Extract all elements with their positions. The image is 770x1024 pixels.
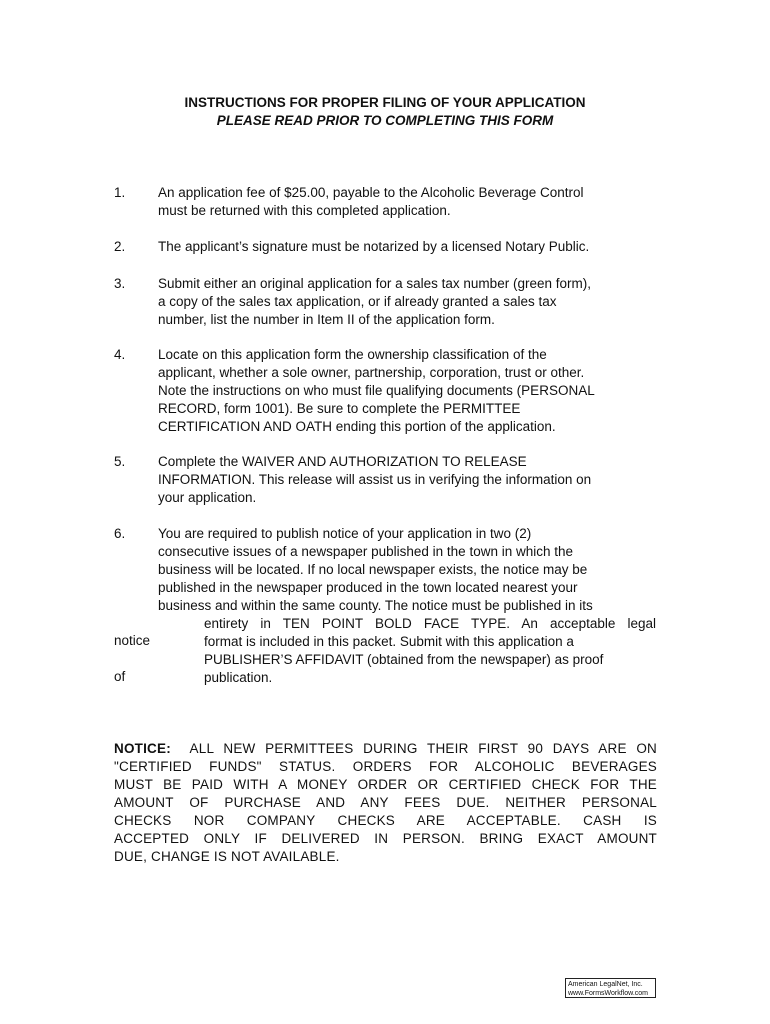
side-word-of: of: [114, 669, 126, 684]
item-line: entirety in TEN POINT BOLD FACE TYPE. An acceptable legal: [204, 616, 656, 631]
item-line: An application fee of $25.00, payable to the Alcoholic Beverage Control: [158, 185, 584, 200]
item-line: Note the instructions on who must file qualifying documents (PERSONAL: [158, 383, 595, 398]
item-line: Locate on this application form the ownership classification of the: [158, 347, 547, 362]
notice-line: ACCEPTED ONLY IF DELIVERED IN PERSON. BRING EXACT AMOUNT: [114, 831, 657, 846]
item-number: 2.: [114, 239, 126, 254]
item-line: your application.: [158, 490, 257, 505]
item-line: CERTIFICATION AND OATH ending this portion of the application.: [158, 419, 556, 434]
item-line: RECORD, form 1001). Be sure to complete the PERMITTEE: [158, 401, 521, 416]
item-line: business will be located. If no local newspaper exists, the notice may be: [158, 562, 588, 577]
item-line: The applicant’s signature must be notarized by a licensed Notary Public.: [158, 239, 590, 254]
item-line: Submit either an original application for a sales tax number (green form),: [158, 276, 591, 291]
footer-line: www.FormsWorkflow.com: [568, 990, 648, 997]
item-number: 6.: [114, 526, 126, 541]
notice-line: DUE, CHANGE IS NOT AVAILABLE.: [114, 849, 340, 864]
notice-line: AMOUNT OF PURCHASE AND ANY FEES DUE. NEITHER PERSONAL: [114, 795, 657, 810]
page-subtitle: PLEASE READ PRIOR TO COMPLETING THIS FORM: [216, 113, 554, 128]
footer-credit: [565, 978, 656, 998]
item-line: a copy of the sales tax application, or if already granted a sales tax: [158, 294, 557, 309]
item-line: You are required to publish notice of your application in two (2): [158, 526, 532, 541]
item-line: must be returned with this completed application.: [158, 203, 451, 218]
item-number: 1.: [114, 185, 126, 200]
notice-line: CHECKS NOR COMPANY CHECKS ARE ACCEPTABLE. CASH IS: [114, 813, 657, 828]
item-number: 3.: [114, 276, 126, 291]
notice-line: "CERTIFIED FUNDS" STATUS. ORDERS FOR ALCOHOLIC BEVERAGES: [114, 759, 657, 774]
item-line: INFORMATION. This release will assist us in verifying the information on: [158, 472, 592, 487]
notice-block: [114, 740, 657, 866]
side-word-notice: notice: [114, 633, 151, 648]
item-line: Complete the WAIVER AND AUTHORIZATION TO RELEASE: [158, 454, 527, 469]
item-line: publication.: [204, 670, 273, 685]
page-title: INSTRUCTIONS FOR PROPER FILING OF YOUR APPLICATION: [184, 95, 586, 110]
item-line: PUBLISHER’S AFFIDAVIT (obtained from the newspaper) as proof: [204, 652, 604, 667]
item-number: 4.: [114, 347, 126, 362]
item-line: consecutive issues of a newspaper published in the town in which the: [158, 544, 573, 559]
item-line: published in the newspaper produced in the town located nearest your: [158, 580, 578, 595]
item-line: applicant, whether a sole owner, partnership, corporation, trust or other.: [158, 365, 585, 380]
notice-label: NOTICE:: [114, 741, 171, 756]
footer-line: American LegalNet, Inc.: [568, 981, 643, 988]
item-number: 5.: [114, 454, 126, 469]
item-line: business and within the same county. The notice must be published in its: [158, 598, 593, 613]
item-line: number, list the number in Item II of the application form.: [158, 312, 495, 327]
notice-line: ALL NEW PERMITTEES DURING THEIR FIRST 90 DAYS ARE ON: [170, 741, 657, 756]
item-line: format is included in this packet. Submit with this application a: [204, 634, 574, 649]
notice-line: MUST BE PAID WITH A MONEY ORDER OR CERTIFIED CHECK FOR THE: [114, 777, 657, 792]
